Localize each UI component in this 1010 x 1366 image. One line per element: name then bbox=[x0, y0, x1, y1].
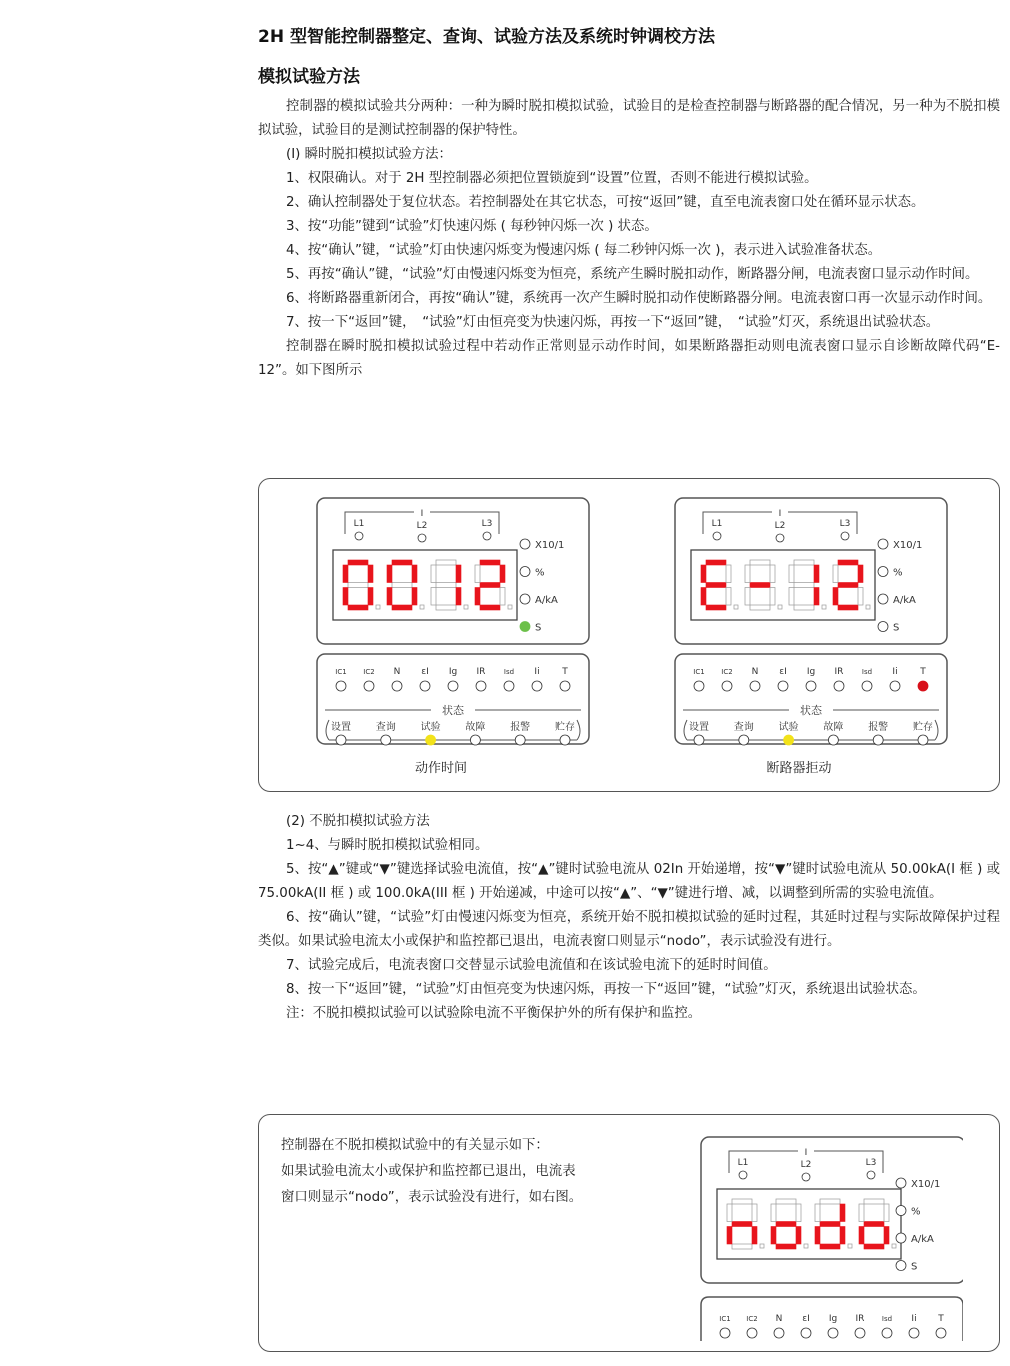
indicator-label: Isd bbox=[881, 1315, 893, 1323]
panel-nodo bbox=[699, 1135, 963, 1351]
decimal-point bbox=[760, 1244, 764, 1248]
state-led bbox=[828, 735, 838, 745]
note-line: 窗口则显示“nodo”，表示试验没有进行，如右图。 bbox=[281, 1190, 583, 1205]
indicator-led bbox=[722, 681, 732, 691]
paragraph: 控制器在瞬时脱扣模拟试验过程中若动作正常则显示动作时间，如果断路器拒动则电流表窗口显示自诊断故障代码“E-12”。如下图所示 bbox=[258, 339, 1000, 378]
decimal-point bbox=[822, 605, 826, 609]
paragraph: 7、按一下“返回”键， “试验”灯由恒亮变为快速闪烁，再按一下“返回”键， “试验”灯灭，系统退出试验状态。 bbox=[286, 315, 940, 330]
paragraph: 5、按“▲”键或“▼”键选择试验电流值，按“▲”键时试验电流从 02In 开始递增，按“▼”键时试验电流从 50.00kA(I 框 ) 或 75.00kA(II 框 ) 或 100.0kA(III 框 ) 开始递减，中途可以按“▲”、“▼”键进行增、减，以调整到所需的实验电流值。 bbox=[258, 862, 1000, 901]
indicator-label: T bbox=[562, 667, 568, 677]
indicator-led bbox=[720, 1328, 730, 1338]
figure-no-trip-test bbox=[258, 1114, 1000, 1352]
decimal-point bbox=[734, 605, 738, 609]
state-led bbox=[426, 735, 436, 745]
indicator-label: Ii bbox=[892, 667, 898, 677]
indicator-led bbox=[448, 681, 458, 691]
indicator-label: IC2 bbox=[721, 668, 733, 676]
segment bbox=[794, 560, 814, 565]
decimal-point bbox=[376, 605, 380, 609]
indicator-label: IC1 bbox=[693, 668, 705, 676]
indicator-label: εI bbox=[779, 667, 787, 677]
unit-led bbox=[878, 594, 888, 604]
indicator-label: IC2 bbox=[363, 668, 375, 676]
unit-led bbox=[520, 622, 530, 632]
segment bbox=[859, 1227, 864, 1245]
phase-led bbox=[418, 534, 426, 542]
segment bbox=[431, 565, 436, 583]
state-led bbox=[739, 735, 749, 745]
segment bbox=[732, 1222, 752, 1227]
unit-led bbox=[520, 539, 530, 549]
state-label: 报警 bbox=[868, 722, 889, 733]
segment bbox=[796, 1204, 801, 1222]
unit-label: S bbox=[911, 1261, 918, 1273]
state-label: 故障 bbox=[465, 722, 486, 733]
segment bbox=[387, 588, 392, 606]
segment bbox=[884, 1227, 889, 1245]
unit-label: A/kA bbox=[535, 595, 558, 606]
panel-caption: 断路器拒动 bbox=[766, 761, 832, 776]
paragraph: 2、确认控制器处于复位状态。若控制器处在其它状态，可按“返回”键，直至电流表窗口处在循环显示状态。 bbox=[286, 195, 925, 210]
segment bbox=[436, 583, 456, 588]
indicator-label: IR bbox=[855, 1314, 865, 1324]
segment bbox=[456, 565, 461, 583]
unit-led bbox=[878, 567, 888, 577]
segment bbox=[392, 583, 412, 588]
segment bbox=[500, 588, 505, 606]
unit-label: S bbox=[535, 622, 542, 634]
indicator-label: Ig bbox=[448, 667, 458, 677]
segment bbox=[480, 583, 500, 588]
unit-label: X10/1 bbox=[911, 1179, 941, 1190]
segment bbox=[833, 588, 838, 606]
segment bbox=[368, 565, 373, 583]
segment bbox=[706, 560, 726, 565]
segment bbox=[820, 1199, 840, 1204]
phase-led bbox=[867, 1171, 875, 1179]
indicator-led bbox=[420, 681, 430, 691]
paragraph: 3、按“功能”键到“试验”灯快速闪烁 ( 每秒钟闪烁一次 ) 状态。 bbox=[286, 219, 658, 234]
segment bbox=[771, 1227, 776, 1245]
segment bbox=[343, 565, 348, 583]
segment bbox=[776, 1222, 796, 1227]
decimal-point bbox=[464, 605, 468, 609]
phase-label: L3 bbox=[839, 519, 851, 529]
segment bbox=[864, 1244, 884, 1249]
segment bbox=[864, 1222, 884, 1227]
paragraph: 6、按“确认”键，“试验”灯由慢速闪烁变为恒亮，系统开始不脱扣模拟试验的延时过程，其延时过程与实际故障保护过程类似。如果试验电流太小或保护和监控都已退出，电流表窗口则显示“nodo”，表示试验没有进行。 bbox=[258, 910, 1000, 949]
unit-led bbox=[896, 1233, 906, 1243]
unit-label: % bbox=[911, 1206, 921, 1218]
state-label: 查询 bbox=[375, 722, 396, 733]
segment bbox=[456, 588, 461, 606]
indicator-label: Ii bbox=[911, 1314, 917, 1324]
indicator-label: N bbox=[775, 1314, 783, 1324]
segment bbox=[436, 605, 456, 610]
unit-led bbox=[878, 622, 888, 632]
unit-led bbox=[520, 594, 530, 604]
state-label: 查询 bbox=[733, 722, 754, 733]
segment bbox=[796, 1227, 801, 1245]
indicator-label: IC1 bbox=[335, 668, 347, 676]
segment bbox=[814, 565, 819, 583]
segment bbox=[770, 565, 775, 583]
paragraph: (I) 瞬时脱扣模拟试验方法： bbox=[286, 147, 452, 162]
bracket-label: I bbox=[778, 509, 782, 519]
phase-led bbox=[776, 534, 784, 542]
phase-led bbox=[483, 532, 491, 540]
indicator-label: Ig bbox=[828, 1314, 838, 1324]
paragraph: 控制器的模拟试验共分两种：一种为瞬时脱扣模拟试验，试验目的是检查控制器与断路器的配合情况，另一种为不脱扣模拟试验，试验目的是测试控制器的保护特性。 bbox=[258, 99, 1000, 138]
segment bbox=[838, 560, 858, 565]
state-led bbox=[515, 735, 525, 745]
unit-label: A/kA bbox=[893, 595, 916, 606]
segment bbox=[864, 1199, 884, 1204]
indicator-led bbox=[774, 1328, 784, 1338]
indicator-label: IC2 bbox=[746, 1315, 758, 1323]
indicator-led bbox=[936, 1328, 946, 1338]
paragraph: 8、按一下“返回”键，“试验”灯由恒亮变为快速闪烁，再按一下“返回”键，“试验”灯灭，系统退出试验状态。 bbox=[286, 982, 926, 997]
segment bbox=[480, 560, 500, 565]
paragraph: 1~4、与瞬时脱扣模拟试验相同。 bbox=[286, 838, 489, 853]
segment bbox=[392, 605, 412, 610]
indicator-led bbox=[855, 1328, 865, 1338]
indicator-label: Ig bbox=[806, 667, 816, 677]
segment bbox=[480, 605, 500, 610]
segment bbox=[475, 588, 480, 606]
segment bbox=[833, 565, 838, 583]
segment bbox=[771, 1204, 776, 1222]
state-led bbox=[336, 735, 346, 745]
segment bbox=[820, 1222, 840, 1227]
decimal-point bbox=[848, 1244, 852, 1248]
indicator-led bbox=[560, 681, 570, 691]
phase-led bbox=[739, 1171, 747, 1179]
indicator-label: IR bbox=[834, 667, 844, 677]
unit-label: A/kA bbox=[911, 1234, 934, 1245]
decimal-point bbox=[508, 605, 512, 609]
paragraph: 7、试验完成后，电流表窗口交替显示试验电流值和在该试验电流下的延时时间值。 bbox=[286, 958, 777, 973]
indicator-label: εI bbox=[802, 1314, 810, 1324]
phase-led bbox=[841, 532, 849, 540]
controller-svg bbox=[315, 496, 645, 778]
segment bbox=[858, 565, 863, 583]
indicator-led bbox=[694, 681, 704, 691]
phase-led bbox=[355, 532, 363, 540]
phase-led bbox=[713, 532, 721, 540]
state-led bbox=[918, 735, 928, 745]
indicator-led bbox=[336, 681, 346, 691]
segment bbox=[348, 560, 368, 565]
panel-action-time bbox=[315, 496, 645, 778]
paragraph: 1、权限确认。对于 2H 型控制器必须把位置锁旋到“设置”位置，否则不能进行模拟试验。 bbox=[286, 171, 818, 186]
indicator-led bbox=[834, 681, 844, 691]
segment bbox=[348, 605, 368, 610]
indicator-label: T bbox=[938, 1314, 944, 1324]
state-led bbox=[381, 735, 391, 745]
segment bbox=[838, 605, 858, 610]
state-label: 故障 bbox=[823, 722, 844, 733]
bracket-label: I bbox=[804, 1148, 808, 1158]
segment bbox=[750, 605, 770, 610]
segment bbox=[412, 565, 417, 583]
segment bbox=[840, 1227, 845, 1245]
indicator-label: Isd bbox=[503, 668, 515, 676]
segment bbox=[794, 605, 814, 610]
segment bbox=[412, 588, 417, 606]
segment bbox=[815, 1204, 820, 1222]
state-label: 试验 bbox=[420, 722, 441, 733]
segment bbox=[789, 565, 794, 583]
segment bbox=[750, 560, 770, 565]
phase-label: L1 bbox=[711, 519, 723, 529]
state-label: 设置 bbox=[689, 722, 709, 733]
segment bbox=[343, 588, 348, 606]
indicator-led bbox=[918, 681, 928, 691]
indicator-led bbox=[909, 1328, 919, 1338]
state-label: 试验 bbox=[778, 722, 799, 733]
page-title: 2H 型智能控制器整定、查询、试验方法及系统时钟调校方法 bbox=[258, 27, 715, 47]
indicator-led bbox=[806, 681, 816, 691]
segment bbox=[745, 565, 750, 583]
indicator-led bbox=[364, 681, 374, 691]
phase-label: L3 bbox=[481, 519, 493, 529]
segment bbox=[387, 565, 392, 583]
intro-text bbox=[258, 95, 1000, 383]
paragraph: 5、再按“确认”键，“试验”灯由慢速闪烁变为恒亮，系统产生瞬时脱扣动作，断路器分闸，电流表窗口显示动作时间。 bbox=[286, 267, 979, 282]
segment bbox=[726, 588, 731, 606]
phase-label: L2 bbox=[800, 1160, 812, 1170]
segment bbox=[726, 565, 731, 583]
segment bbox=[858, 588, 863, 606]
indicator-led bbox=[532, 681, 542, 691]
unit-label: X10/1 bbox=[535, 540, 565, 551]
decimal-point bbox=[866, 605, 870, 609]
decimal-point bbox=[804, 1244, 808, 1248]
segment bbox=[776, 1244, 796, 1249]
state-led bbox=[784, 735, 794, 745]
state-label: 贮存 bbox=[913, 722, 933, 733]
segment bbox=[794, 583, 814, 588]
paragraph: 4、按“确认”键，“试验”灯由快速闪烁变为慢速闪烁 ( 每二秒钟闪烁一次 )，表示进入试验准备状态。 bbox=[286, 243, 882, 258]
segment bbox=[752, 1227, 757, 1245]
indicator-led bbox=[747, 1328, 757, 1338]
unit-led bbox=[878, 539, 888, 549]
segment bbox=[745, 588, 750, 606]
state-led bbox=[560, 735, 570, 745]
unit-label: % bbox=[893, 567, 903, 579]
second-text bbox=[258, 810, 1000, 1026]
segment bbox=[701, 565, 706, 583]
paragraph: 注：不脱扣模拟试验可以试验除电流不平衡保护外的所有保护和监控。 bbox=[286, 1006, 702, 1021]
unit-led bbox=[520, 567, 530, 577]
section-title: 模拟试验方法 bbox=[258, 67, 360, 87]
unit-led bbox=[896, 1178, 906, 1188]
decimal-point bbox=[420, 605, 424, 609]
segment bbox=[500, 565, 505, 583]
decimal-point bbox=[892, 1244, 896, 1248]
segment bbox=[770, 588, 775, 606]
segment bbox=[431, 588, 436, 606]
state-label: 设置 bbox=[331, 722, 351, 733]
unit-label: % bbox=[535, 567, 545, 579]
indicator-led bbox=[801, 1328, 811, 1338]
indicator-led bbox=[828, 1328, 838, 1338]
note-line: 控制器在不脱扣模拟试验中的有关显示如下： bbox=[281, 1138, 549, 1153]
indicator-led bbox=[862, 681, 872, 691]
segment bbox=[727, 1204, 732, 1222]
unit-led bbox=[896, 1206, 906, 1216]
segment bbox=[701, 588, 706, 606]
segment bbox=[820, 1244, 840, 1249]
controller-svg bbox=[699, 1135, 963, 1351]
indicator-label: Ii bbox=[534, 667, 540, 677]
indicator-label: IC1 bbox=[719, 1315, 731, 1323]
indicator-led bbox=[750, 681, 760, 691]
indicator-label: N bbox=[393, 667, 401, 677]
state-label: 贮存 bbox=[555, 722, 575, 733]
paragraph: (2) 不脱扣模拟试验方法 bbox=[286, 814, 430, 829]
bracket-label: I bbox=[420, 509, 424, 519]
figure-note bbox=[281, 1133, 641, 1211]
segment bbox=[706, 605, 726, 610]
state-led bbox=[694, 735, 704, 745]
segment bbox=[706, 583, 726, 588]
decimal-point bbox=[778, 605, 782, 609]
indicator-label: T bbox=[920, 667, 926, 677]
controller-svg bbox=[673, 496, 1003, 778]
segment bbox=[750, 583, 770, 588]
unit-label: S bbox=[893, 622, 900, 634]
indicator-label: Isd bbox=[861, 668, 873, 676]
segment bbox=[436, 560, 456, 565]
indicator-led bbox=[778, 681, 788, 691]
segment bbox=[814, 588, 819, 606]
state-title: 状态 bbox=[800, 704, 822, 717]
segment bbox=[752, 1204, 757, 1222]
segment bbox=[776, 1199, 796, 1204]
phase-label: L2 bbox=[774, 521, 786, 531]
unit-led bbox=[896, 1261, 906, 1271]
paragraph: 6、将断路器重新闭合，再按“确认”键，系统再一次产生瞬时脱扣动作使断路器分闸。电流表窗口再一次显示动作时间。 bbox=[286, 291, 992, 306]
segment bbox=[884, 1204, 889, 1222]
segment bbox=[732, 1244, 752, 1249]
unit-label: X10/1 bbox=[893, 540, 923, 551]
segment bbox=[348, 583, 368, 588]
note-line: 如果试验电流太小或保护和监控都已退出，电流表 bbox=[281, 1164, 576, 1179]
segment bbox=[727, 1227, 732, 1245]
indicator-label: εI bbox=[421, 667, 429, 677]
state-title: 状态 bbox=[442, 704, 464, 717]
indicator-led bbox=[882, 1328, 892, 1338]
segment bbox=[368, 588, 373, 606]
indicator-led bbox=[504, 681, 514, 691]
phase-label: L2 bbox=[416, 521, 428, 531]
indicator-led bbox=[392, 681, 402, 691]
segment bbox=[859, 1204, 864, 1222]
segment bbox=[838, 583, 858, 588]
indicator-led bbox=[476, 681, 486, 691]
indicator-led bbox=[890, 681, 900, 691]
segment bbox=[840, 1204, 845, 1222]
phase-label: L1 bbox=[353, 519, 365, 529]
state-led bbox=[873, 735, 883, 745]
indicator-label: IR bbox=[476, 667, 486, 677]
state-led bbox=[470, 735, 480, 745]
phase-label: L1 bbox=[737, 1158, 749, 1168]
phase-label: L3 bbox=[865, 1158, 877, 1168]
panel-caption: 动作时间 bbox=[414, 761, 468, 776]
segment bbox=[392, 560, 412, 565]
segment bbox=[732, 1199, 752, 1204]
phase-led bbox=[802, 1173, 810, 1181]
state-label: 报警 bbox=[510, 722, 531, 733]
figure-trip-test bbox=[258, 478, 1000, 792]
indicator-label: N bbox=[751, 667, 759, 677]
panel-breaker-refuse bbox=[673, 496, 1003, 778]
segment bbox=[815, 1227, 820, 1245]
segment bbox=[475, 565, 480, 583]
segment bbox=[789, 588, 794, 606]
